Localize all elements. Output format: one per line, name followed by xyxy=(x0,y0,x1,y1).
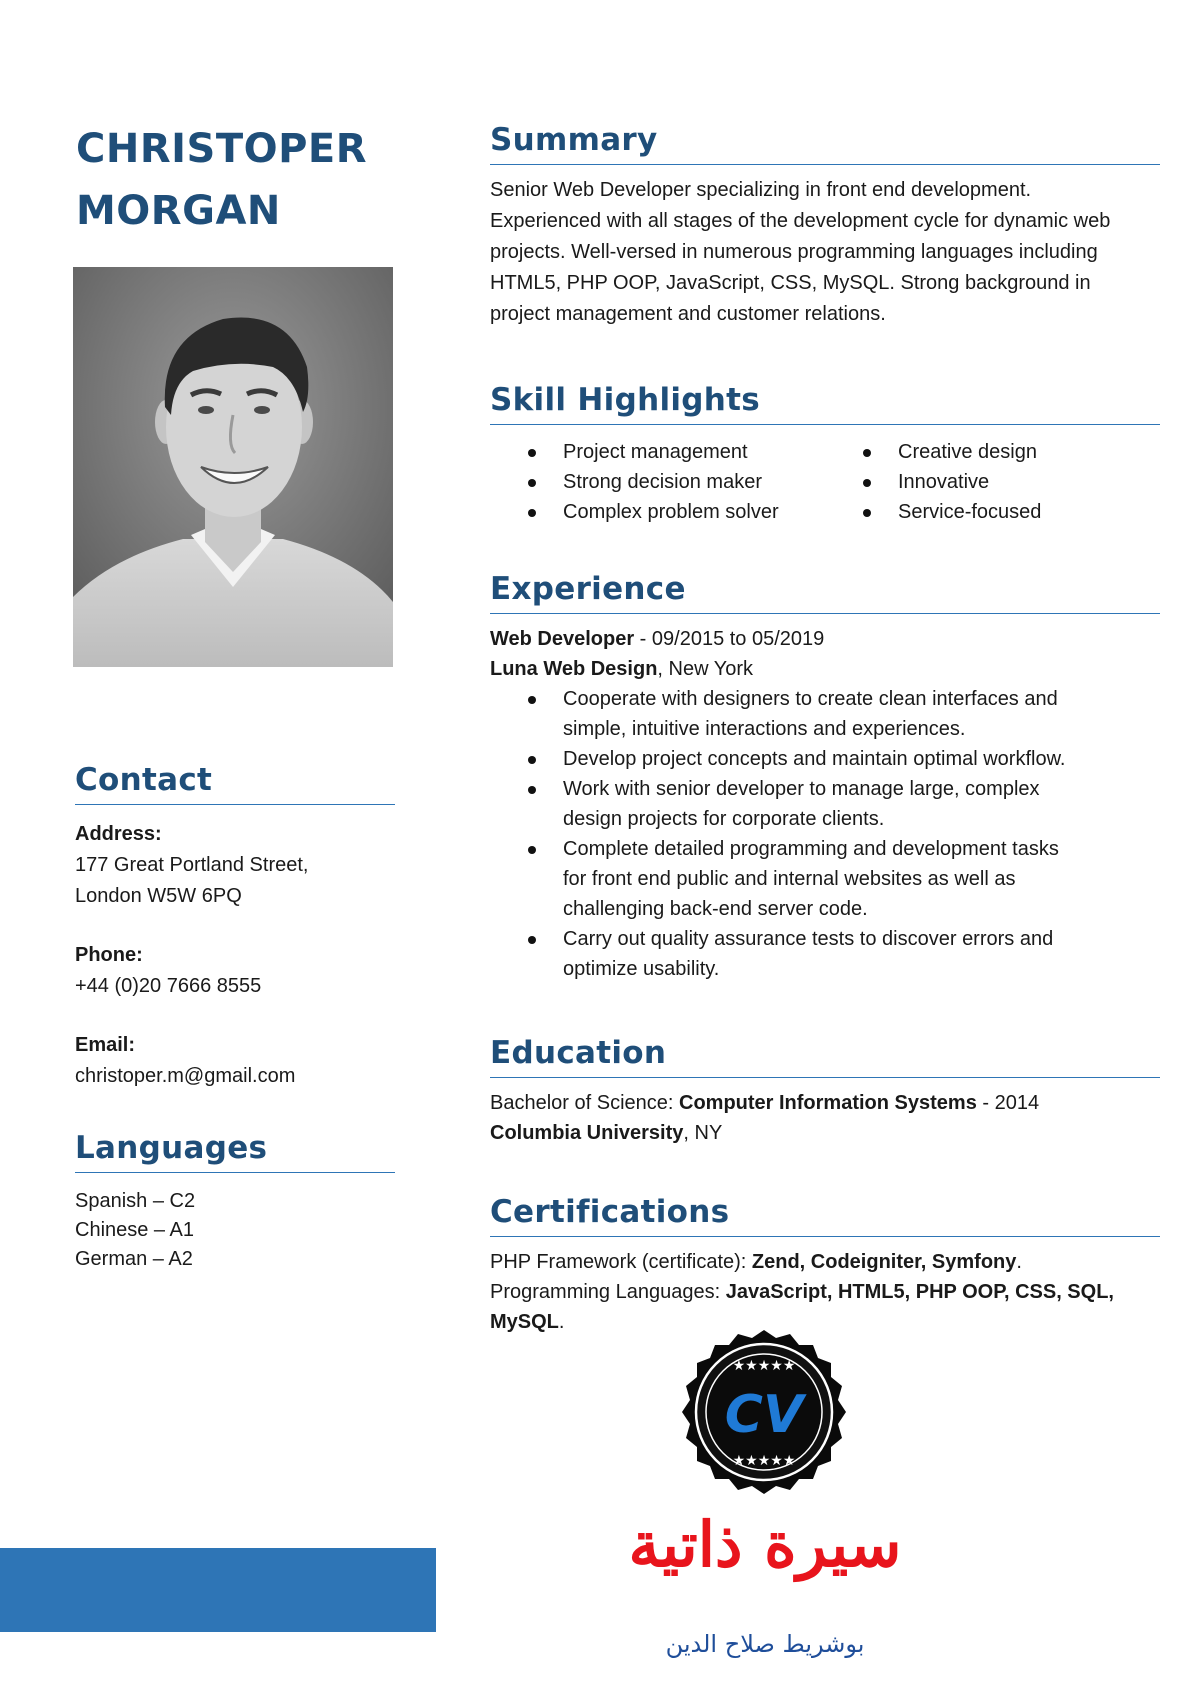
languages-title: Languages xyxy=(75,1130,395,1173)
skill-item: Creative design xyxy=(825,437,1160,467)
language-item: Chinese – A1 xyxy=(75,1219,194,1241)
skills-title: Skill Highlights xyxy=(490,382,1160,425)
skill-item: Strong decision maker xyxy=(490,467,825,497)
experience-item: Develop project concepts and maintain optimal workflow. xyxy=(490,744,1160,774)
cert-1-suffix: . xyxy=(1016,1251,1022,1273)
email-label: Email: xyxy=(75,1034,136,1056)
address-line-2: London W5W 6PQ xyxy=(75,885,242,907)
job-company: Luna Web Design xyxy=(490,658,658,680)
experience-item: Cooperate with designers to create clean interfaces and simple, intuitive interactions and experiences. xyxy=(490,684,1073,744)
experience-title: Experience xyxy=(490,571,1160,614)
job-location: , New York xyxy=(657,658,754,680)
contact-section xyxy=(75,762,395,1092)
last-name: MORGAN xyxy=(76,188,281,234)
contact-title: Contact xyxy=(75,762,395,805)
cert-2-items: JavaScript, HTML5, PHP OOP, CSS, SQL, MySQL xyxy=(490,1281,1114,1333)
language-item: German – A2 xyxy=(75,1248,193,1270)
svg-text:★★★★★: ★★★★★ xyxy=(732,1453,796,1469)
cert-1-prefix: PHP Framework (certificate): xyxy=(490,1251,752,1273)
profile-photo xyxy=(73,267,393,667)
education-title: Education xyxy=(490,1035,1160,1078)
certifications-section xyxy=(490,1194,1160,1337)
footer-accent-bar xyxy=(0,1548,436,1632)
job-heading xyxy=(490,624,1160,654)
degree-name: Computer Information Systems xyxy=(679,1092,977,1114)
experience-item: Carry out quality assurance tests to discover errors and optimize usability. xyxy=(490,924,1083,984)
language-item: Spanish – C2 xyxy=(75,1190,196,1212)
experience-item: Work with senior developer to manage large, complex design projects for corporate clients. xyxy=(490,774,1083,834)
job-role: Web Developer xyxy=(490,628,635,650)
experience-item: Complete detailed programming and development tasks for front end public and internal websites as well as challenging back-end server code. xyxy=(490,834,1083,924)
school-name: Columbia University xyxy=(490,1122,684,1144)
languages-section xyxy=(75,1130,395,1274)
svg-text:★★★★★: ★★★★★ xyxy=(732,1358,796,1374)
job-company-line xyxy=(490,654,1160,684)
cert-2-suffix: . xyxy=(558,1311,565,1333)
cv-seal-logo xyxy=(672,1320,856,1504)
portrait-illustration xyxy=(73,267,393,667)
experience-section xyxy=(490,571,1160,984)
degree-prefix: Bachelor of Science: xyxy=(490,1092,679,1114)
certifications-title: Certifications xyxy=(490,1194,1160,1237)
degree-year: - 2014 xyxy=(976,1092,1040,1114)
skill-item: Complex problem solver xyxy=(490,497,825,527)
email-value: christoper.m@gmail.com xyxy=(75,1065,296,1087)
school-location: , NY xyxy=(683,1122,723,1144)
skill-item: Service-focused xyxy=(825,497,1160,527)
skill-item: Innovative xyxy=(825,467,1160,497)
summary-title: Summary xyxy=(490,122,1160,165)
phone-value: +44 (0)20 7666 8555 xyxy=(75,975,262,997)
experience-bullets xyxy=(490,684,1160,984)
candidate-name xyxy=(76,118,436,242)
school-line xyxy=(490,1118,1160,1148)
skill-item: Project management xyxy=(490,437,825,467)
address-label: Address: xyxy=(75,823,162,845)
job-dates: - 09/2015 to 05/2019 xyxy=(634,628,825,650)
seal-logo-text: CV xyxy=(724,1385,804,1445)
skills-section xyxy=(490,382,1160,527)
arabic-watermark-author: بوشريط صلاح الدين xyxy=(665,1630,865,1658)
cert-1-items: Zend, Codeigniter, Symfony xyxy=(751,1251,1017,1273)
education-section xyxy=(490,1035,1160,1148)
skills-column-1 xyxy=(490,437,825,527)
phone-label: Phone: xyxy=(75,944,143,966)
degree-line xyxy=(490,1088,1160,1118)
skills-column-2 xyxy=(825,437,1160,527)
first-name: CHRISTOPER xyxy=(76,126,368,172)
address-line-1: 177 Great Portland Street, xyxy=(75,854,309,876)
cert-line-1 xyxy=(490,1247,1170,1277)
cv-seal-icon xyxy=(672,1320,856,1504)
arabic-watermark-title: سيرة ذاتية xyxy=(628,1508,902,1581)
summary-section xyxy=(490,122,1160,330)
summary-text: Senior Web Developer specializing in front end development. Experienced with all stages of the development cycle for dynamic web projects. Well-versed in numerous programming languages including HTML5, PHP OOP, JavaScript, CSS, MySQL. Strong background in project management and customer relations. xyxy=(490,179,1111,325)
cert-2-prefix: Programming Languages: xyxy=(490,1281,726,1303)
